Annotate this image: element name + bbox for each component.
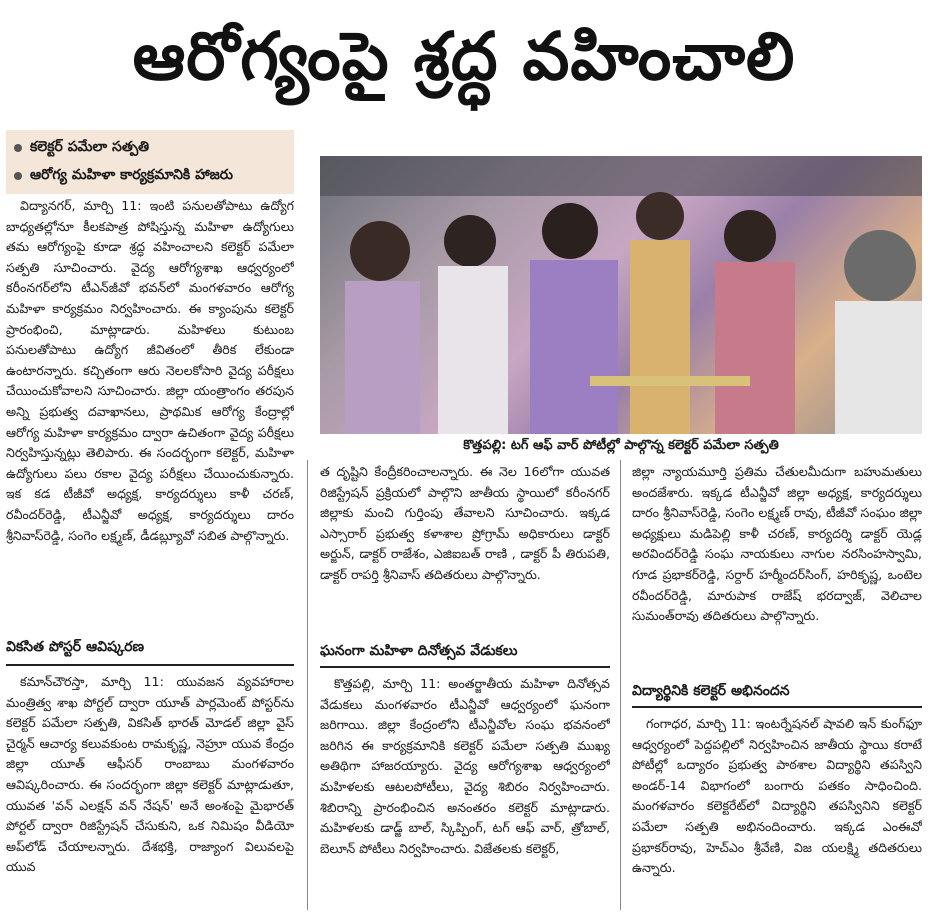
column-divider bbox=[307, 460, 308, 910]
subheading-rule bbox=[632, 706, 922, 708]
bullet-item bbox=[14, 162, 286, 190]
article-paragraph: విద్యానగర్, మార్చి 11: ఇంటి పనులతోపాటు ఉద్యోగ బాధ్యతల్లోనూ కీలకపాత్ర పోషిస్తున్న మహిళా ఉద్యోగులు తమ ఆరోగ్యంపై కూడా శ్రద్ధ వహించాలని కలెక్టర్ పమేలా సత్పతి సూచించారు. వైద్య ఆరోగ్యశాఖ ఆధ్వర్యంలో కరీంనగర్‌లోని టీఎన్‌జీవో భవన్‌లో మంగళవారం ఆరోగ్య మహిళా కార్యక్రమం నిర్వహించారు. ఈ క్యాంపును కలెక్టర్ ప్రారంభించి, మాట్లాడారు. మహిళలు కుటుంబ పనులతోపాటు ఉద్యోగ జీవితంలో తీరిక లేకుండా ఉంటారన్నారు. కచ్చితంగా ఆరు నెలలకోసారి వైద్య పరీక్షలు చేయించుకోవాలని సూచించారు. జిల్లా యంత్రాంగం తరపున అన్ని ప్రభుత్వ దవాఖానలు, ప్రాథమిక ఆరోగ్య కేంద్రాల్లో ఆరోగ్య మహిళా కార్యక్రమం ద్వారా ఉచితంగా వైద్య పరీక్షలు నిర్వహిస్తున్నట్లు తెలిపారు. ఈ సందర్భంగా కలెక్టర్, మహిళా ఉద్యోగులు పలు రకాల వైద్య పరీక్షలు చేయించుకున్నారు. ఇక కడ టీజీవో అధ్యక్ష, కార్యదర్శులు కాళీ చరణ్, రవీందర్‌రెడ్డి, టీఎన్జీవో అధ్యక్ష, కార్యదర్శులు దారం శ్రీనివాస్‌రెడ్డి, సంగెం లక్ష్మణ్, డీడబ్ల్యూవో సబిత పాల్గొన్నారు. bbox=[6, 198, 294, 543]
article-paragraph: త దృష్టిని కేంద్రీకరించాలన్నారు. ఈ నెల 16లోగా యువత రిజిస్ట్రేషన్ ప్రక్రియలో పాల్గొని జాతీయ స్థాయిలో కరీంనగర్ జిల్లాకు మంచి గుర్తింపు తేవాలని సూచించారు. ఇక్కడ ఎస్సారార్ ప్రభుత్వ కళాశాల ప్రోగ్రామ్ అధికారులు డాక్టర్ అర్జున్, డాక్టర్ రాజేశం, ఎజిఐబత్ రాణి , డాక్టర్ పీ తిరుపతి, డాక్టర్ రాపర్తి శ్రీనివాస్ తదితరులు పాల్గొన్నారు. bbox=[320, 464, 610, 582]
column-3-sub bbox=[632, 714, 922, 910]
column-3-top bbox=[632, 462, 922, 674]
bullet-text: కలెక్టర్ పమేలా సత్పతి bbox=[30, 138, 150, 155]
column-divider bbox=[620, 460, 621, 910]
subheading-rule bbox=[320, 666, 610, 668]
column-2-sub bbox=[320, 674, 610, 910]
summary-bullets bbox=[6, 130, 294, 194]
article-paragraph: కమాన్‌చౌరస్తా, మార్చి 11: యువజన వ్యవహారాల మంత్రిత్వ శాఖ పోర్టల్ ద్వారా యూత్ పార్లమెంట్ పోస్టర్‌ను కలెక్టర్ పమేలా సత్పతి, వికసిత్ భారత్ మోడల్ జిల్లా వైస్ చైర్మన్ ఆచార్య కలువకుంట రామకృష్ణ, నెహ్రూ యువ కేంద్రం జిల్లా యూత్ ఆఫీసర్ రాంబాబు మంగళవారం ఆవిష్కరించారు. ఈ సందర్భంగా జిల్లా కలెక్టర్ మాట్లాడుతూ, యువత 'వన్ ఎలక్షన్ వన్ నేషన్' అనే అంశంపై మైభారత్ పోర్టల్ ద్వారా రిజిస్ట్రేషన్ చేసుకుని, ఒక నిమిషం వీడియో అప్‌లోడ్ చేయాలన్నారు. దేశభక్తి, రాజ్యాంగ విలువలపై యువ bbox=[6, 674, 294, 875]
column-2-top bbox=[320, 462, 610, 636]
subheading-2: ఘనంగా మహిళా దినోత్సవ వేడుకలు bbox=[320, 643, 518, 659]
subheading-1: వికసిత పోస్టర్ ఆవిష్కరణ bbox=[6, 639, 145, 655]
column-1-main bbox=[6, 196, 294, 636]
photo-illustration bbox=[320, 156, 922, 434]
column-1-sub bbox=[6, 672, 294, 910]
bullet-dot-icon bbox=[14, 172, 22, 180]
subheading-rule bbox=[6, 664, 294, 666]
article-paragraph: కొత్తపల్లి, మార్చి 11: అంతర్జాతీయ మహిళా దినోత్సవ వేడుకలు మంగళవారం టీఎన్జీవో ఆధ్వర్యంలో ఘనంగా జరిగాయి. జిల్లా కేంద్రంలోని టీఎన్జీవోల సంఘ భవనంలో జరిగిన ఈ కార్యక్రమానికి కలెక్టర్ పమేలా సత్పతి ముఖ్య అతిథిగా హాజరయ్యారు. వైద్య ఆరోగ్యశాఖ ఆధ్వర్యంలో మహిళలకు ఆటలపోటీలు, వైద్య శిబిరం నిర్వహించారు. శిబిరాన్ని ప్రారంభించిన అనంతరం కలెక్టర్ మాట్లాడారు. మహిళలకు డాడ్జ్ బాల్, స్కిప్పింగ్, టగ్ ఆఫ్ వార్, త్రోబాల్, బెలూన్ పోటీలు నిర్వహించారు. విజేతలకు కలెక్టర్, bbox=[320, 676, 610, 856]
subheading-3: విద్యార్థినికి కలెక్టర్ అభినందన bbox=[632, 683, 790, 699]
headline: ఆరోగ్యంపై శ్రద్ధ వహించాలి bbox=[132, 17, 796, 95]
article-paragraph: గంగాధర, మార్చి 11: ఇంటర్నేషనల్ షావలి ఇన్ కుంగ్‌ఫూ ఆధ్వర్యంలో పెద్దపల్లిలో నిర్వహించిన జాతీయ స్థాయి కరాటే పోటీల్లో ఒద్యారం ప్రభుత్వ పాఠశాల విద్యార్థిని తపస్విని అండర్-14 విభాగంలో బంగారు పతకం సాధించింది. మంగళవారం కలెక్టరేట్‌లో విద్యార్థిని తపస్వినిని కలెక్టర్ పమేలా సత్పతి అభినందించారు. ఇక్కడ ఎంఈవో ప్రభాకర్‌రావు, హెచ్‌ఎం శ్రీవేణి, విజ యలక్ష్మి తదితరులు ఉన్నారు. bbox=[632, 716, 922, 876]
news-photo bbox=[320, 156, 922, 434]
bullet-item bbox=[14, 134, 286, 162]
bullet-dot-icon bbox=[14, 144, 22, 152]
photo-caption: కొత్తపల్లి: టగ్ ఆఫ్ వార్ పోటీల్లో పాల్గొన్న కలెక్టర్ పమేలా సత్పతి bbox=[463, 438, 779, 453]
article-paragraph: జిల్లా న్యాయమూర్తి ప్రతిమ చేతులమీదుగా బహుమతులు అందజేశారు. ఇక్కడ టీఎన్జీవో జిల్లా అధ్యక్ష, కార్యదర్శులు దారం శ్రీనివాస్‌రెడ్డి, సంగెం లక్ష్మణ్ రావు, టీజీవో సంఘం జిల్లా అధ్యక్షులు మడిపెల్లి కాళీ చరణ్, కార్యదర్శి డాక్టర్ యెడ్ల అరవిందర్‌రెడ్డి సంఘ నాయకులు నాగుల నరసింహస్వామి, గూడ ప్రభాకర్‌రెడ్డి, సర్దార్ హర్మీందర్‌సింగ్, హరికృష్ణ, ఒంటెల రవీందర్‌రెడ్డి, మారుపాక రాజేష్ భరద్వాజ్, వెలిచాల సుమంత్‌రావు తదితరులు పాల్గొన్నారు. bbox=[632, 464, 922, 624]
bullet-text: ఆరోగ్య మహిళా కార్యక్రమానికి హాజరు bbox=[30, 166, 233, 183]
